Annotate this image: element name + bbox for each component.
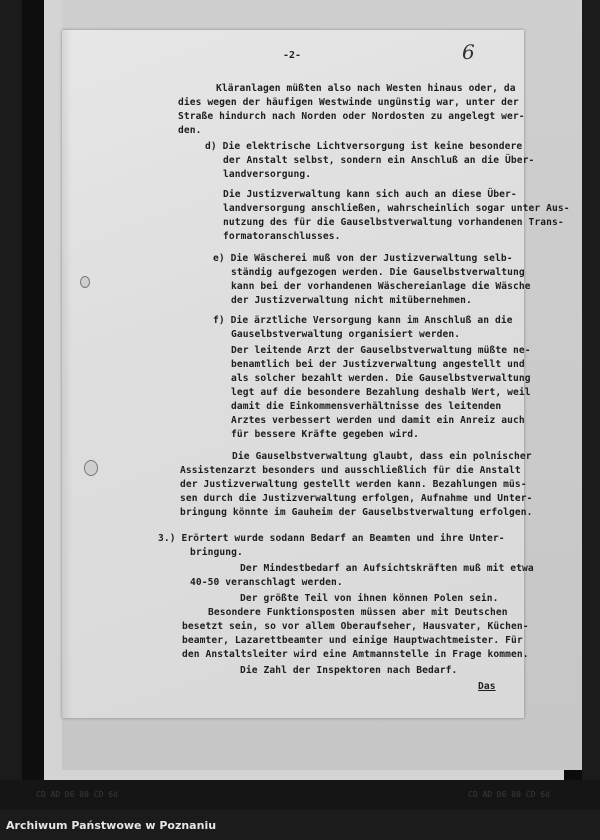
archive-footer <box>0 812 600 840</box>
text-line: dies wegen der häufigen Westwinde ungünstig war, unter der <box>178 97 519 108</box>
page-shadow <box>62 30 72 718</box>
text-line: den. <box>178 125 202 136</box>
continuation-word: Das <box>478 681 496 692</box>
text-line: Assistenzarzt besonders und ausschließlich für die Anstalt <box>180 465 521 476</box>
text-line: formatoranschlusses. <box>223 231 341 242</box>
text-line: Straße hindurch nach Norden oder Nordosten zu angelegt wer- <box>178 111 525 122</box>
text-line: der Anstalt selbst, sondern ein Anschluß an die Über- <box>223 155 535 166</box>
text-line: bringung. <box>190 547 243 558</box>
handwritten-page-number: 6 <box>462 40 475 64</box>
page-number: -2- <box>283 50 302 61</box>
text-line: besetzt sein, so vor allem Oberaufseher, Hausvater, Küchen- <box>182 621 529 632</box>
punch-hole <box>84 460 98 476</box>
text-line: d) Die elektrische Lichtversorgung ist keine besondere <box>205 141 523 152</box>
text-line: Arztes verbessert werden und damit ein Anreiz auch <box>231 415 525 426</box>
text-line: Der größte Teil von ihnen können Polen sein. <box>240 593 499 604</box>
text-line: nutzung des für die Gauselbstverwaltung vorhandenen Trans- <box>223 217 564 228</box>
text-line: ständig aufgezogen werden. Die Gauselbstverwaltung <box>231 267 525 278</box>
text-line: den Anstaltsleiter wird eine Amtmannstelle in Frage kommen. <box>182 649 529 660</box>
text-line: f) Die ärztliche Versorgung kann im Anschluß an die <box>213 315 513 326</box>
text-line: Der Mindestbedarf an Aufsichtskräften muß mit etwa <box>240 563 534 574</box>
film-edge-left <box>22 0 44 800</box>
film-strip <box>0 780 600 810</box>
text-line: Besondere Funktionsposten müssen aber mit Deutschen <box>208 607 508 618</box>
text-line: bringung könnte im Gauheim der Gauselbstverwaltung erfolgen. <box>180 507 533 518</box>
text-line: 3.) Erörtert wurde sodann Bedarf an Beamten und ihre Unter- <box>158 533 505 544</box>
text-line: landversorgung. <box>223 169 312 180</box>
text-line: Kläranlagen müßten also nach Westen hinaus oder, da <box>216 83 516 94</box>
text-line: legt auf die besondere Bezahlung deshalb Wert, weil <box>231 387 531 398</box>
text-line: Die Zahl der Inspektoren nach Bedarf. <box>240 665 458 676</box>
text-line: 40-50 veranschlagt werden. <box>190 577 343 588</box>
text-line: landversorgung anschließen, wahrscheinlich sogar unter Aus- <box>223 203 570 214</box>
text-line: der Justizverwaltung nicht mitübernehmen. <box>231 295 472 306</box>
archive-name: Archiwum Państwowe w Poznaniu <box>6 819 217 832</box>
text-line: damit die Einkommensverhältnisse des leitenden <box>231 401 502 412</box>
text-line: e) Die Wäscherei muß von der Justizverwaltung selb- <box>213 253 513 264</box>
text-line: als solcher bezahlt werden. Die Gauselbstverwaltung <box>231 373 531 384</box>
text-line: kann bei der vorhandenen Wäschereianlage die Wäsche <box>231 281 531 292</box>
text-line: sen durch die Justizverwaltung erfolgen, Aufnahme und Unter- <box>180 493 533 504</box>
text-line: der Justizverwaltung gestellt werden kann. Bezahlungen müs- <box>180 479 527 490</box>
film-strip-code-left: CD AD D6 80 CD 6d <box>36 790 118 799</box>
text-line: Die Justizverwaltung kann sich auch an diese Über- <box>223 189 517 200</box>
punch-hole <box>80 276 90 288</box>
text-line: Der leitende Arzt der Gauselbstverwaltung müßte ne- <box>231 345 531 356</box>
text-line: beamter, Lazarettbeamter und einige Hauptwachtmeister. Für <box>182 635 523 646</box>
text-line: benamtlich bei der Justizverwaltung angestellt und <box>231 359 525 370</box>
film-strip-code-right: CD AD D6 80 CD 6d <box>468 790 550 799</box>
text-line: Die Gauselbstverwaltung glaubt, dass ein polnischer <box>232 451 532 462</box>
text-line: für bessere Kräfte gegeben wird. <box>231 429 420 440</box>
text-line: Gauselbstverwaltung organisiert werden. <box>231 329 461 340</box>
